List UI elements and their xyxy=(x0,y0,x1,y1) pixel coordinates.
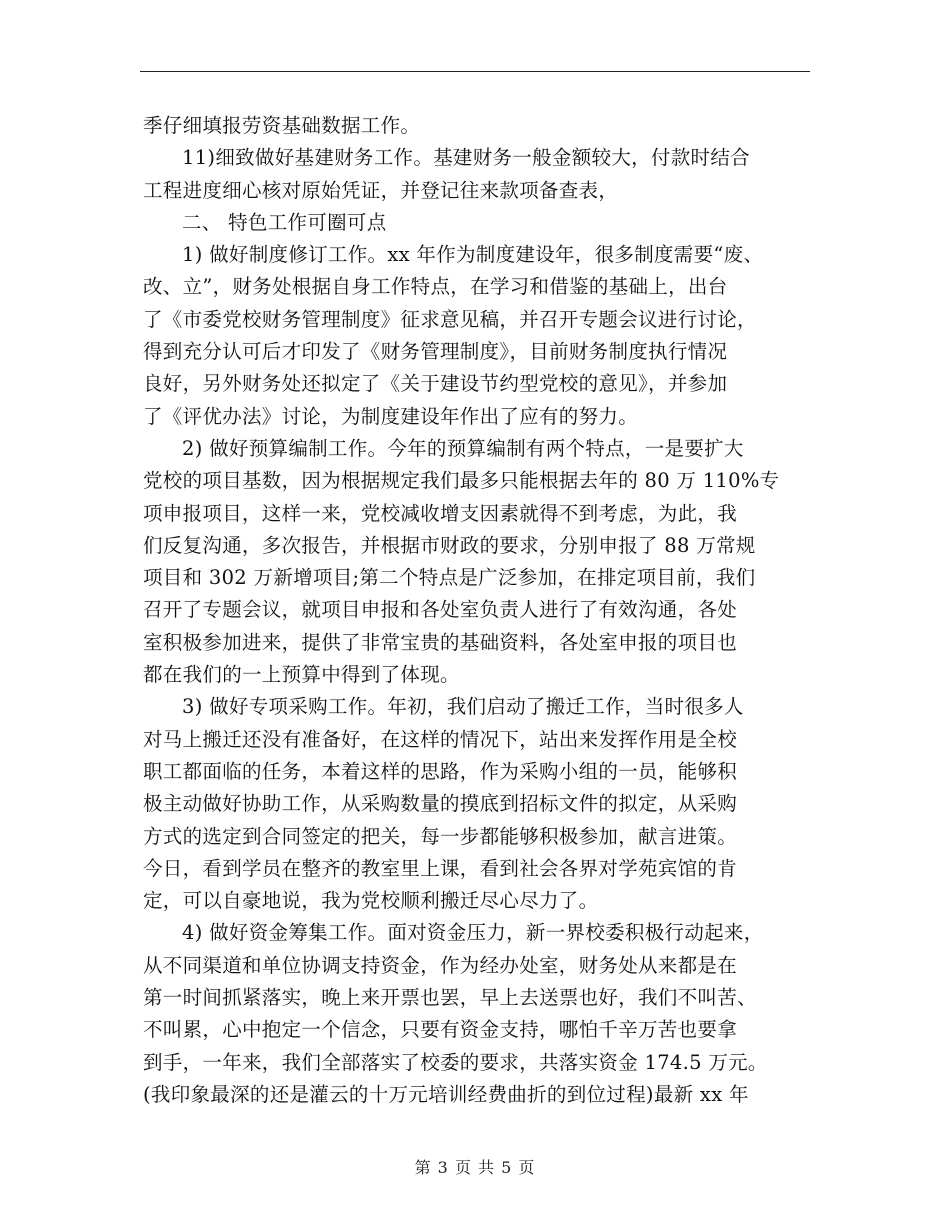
document-body xyxy=(143,110,823,1111)
header-rule xyxy=(140,71,810,72)
text-line: 工程进度细心核对原始凭证，并登记往来款项备查表， xyxy=(143,178,619,202)
text-line: 项申报项目，这样一来，党校减收增支因素就得不到考虑，为此，我 xyxy=(143,501,738,525)
text-line: 4) 做好资金筹集工作。面对资金压力，新一界校委积极行动起来， xyxy=(182,921,764,945)
text-line: 第一时间抓紧落实，晚上来开票也罢，早上去送票也好，我们不叫苦、 xyxy=(143,986,757,1010)
text-line: 职工都面临的任务，本着这样的思路，作为采购小组的一员，能够积 xyxy=(143,759,738,783)
text-line: 改、立”，财务处根据自身工作特点，在学习和借鉴的基础上，出台 xyxy=(143,275,728,299)
text-line: 对马上搬迁还没有准备好，在这样的情况下，站出来发挥作用是全校 xyxy=(143,727,738,751)
text-line: 良好，另外财务处还拟定了《关于建设节约型党校的意见》，并参加 xyxy=(143,372,728,396)
text-line: 3) 做好专项采购工作。年初，我们启动了搬迁工作，当时很多人 xyxy=(182,695,744,719)
text-line: 从不同渠道和单位协调支持资金，作为经办处室，财务处从来都是在 xyxy=(143,953,738,977)
text-line: 室积极参加进来，提供了非常宝贵的基础资料，各处室申报的项目也 xyxy=(143,630,738,654)
text-line: 项目和 302 万新增项目;第二个特点是广泛参加，在排定项目前，我们 xyxy=(143,566,756,590)
text-line: 2) 做好预算编制工作。今年的预算编制有两个特点，一是要扩大 xyxy=(182,436,744,460)
text-line: 都在我们的一上预算中得到了体现。 xyxy=(143,663,460,687)
text-line: 到手，一年来，我们全部落实了校委的要求，共落实资金 174.5 万元。 xyxy=(143,1050,768,1074)
text-line: 1) 做好制度修订工作。xx 年作为制度建设年，很多制度需要“废、 xyxy=(182,243,764,267)
text-line: 不叫累，心中抱定一个信念，只要有资金支持，哪怕千辛万苦也要拿 xyxy=(143,1018,738,1042)
text-line: 党校的项目基数，因为根据规定我们最多只能根据去年的 80 万 110%专 xyxy=(143,469,780,493)
text-line: 得到充分认可后才印发了《财务管理制度》，目前财务制度执行情况 xyxy=(143,340,728,364)
text-line: 定，可以自豪地说，我为党校顺利搬迁尽心尽力了。 xyxy=(143,889,599,913)
text-line: 了《市委党校财务管理制度》征求意见稿，并召开专题会议进行讨论， xyxy=(143,307,757,331)
text-line: 季仔细填报劳资基础数据工作。 xyxy=(143,114,421,137)
page-number-footer: 第 3 页 共 5 页 xyxy=(414,1158,536,1177)
text-line: 了《评优办法》讨论，为制度建设年作出了应有的努力。 xyxy=(143,404,639,428)
text-line: 11)细致做好基建财务工作。基建财务一般金额较大，付款时结合 xyxy=(182,146,750,170)
text-line: 们反复沟通，多次报告，并根据市财政的要求，分别申报了 88 万常规 xyxy=(143,533,756,557)
text-line: (我印象最深的还是灌云的十万元培训经费曲折的到位过程)最新 xx 年 xyxy=(143,1082,749,1106)
text-line: 召开了专题会议，就项目申报和各处室负责人进行了有效沟通，各处 xyxy=(143,598,738,622)
text-line: 二、 特色工作可圈可点 xyxy=(182,210,387,234)
text-line: 极主动做好协助工作，从采购数量的摸底到招标文件的拟定，从采购 xyxy=(143,792,738,816)
text-line: 方式的选定到合同签定的把关，每一步都能够积极参加，献言进策。 xyxy=(143,824,738,848)
text-line: 今日，看到学员在整齐的教室里上课，看到社会各界对学苑宾馆的肯 xyxy=(143,856,738,880)
